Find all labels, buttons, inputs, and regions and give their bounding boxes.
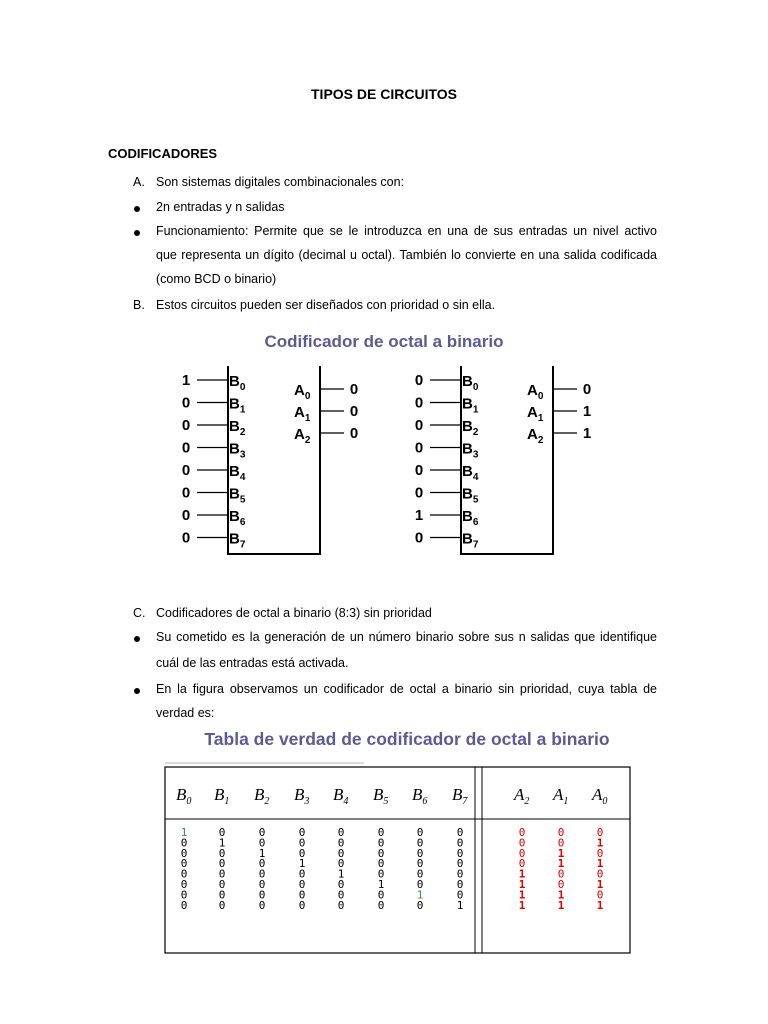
table-cell-output: 1	[557, 846, 565, 860]
encoder-input-value: 0	[414, 462, 424, 479]
figure-title-encoder: Codificador de octal a binario	[264, 332, 504, 351]
table-header-output: $A_1$	[553, 785, 569, 807]
table-cell-input: 1	[258, 846, 266, 860]
table-cell-input: 0	[218, 846, 226, 860]
encoder-input-value: 0	[414, 484, 424, 502]
encoder-input-label: $B_5$	[229, 485, 246, 506]
item-a-text: Son sistemas digitales combinacionales con:	[156, 175, 405, 189]
encoder-input-label: $B_4$	[229, 463, 246, 483]
table-cell-input: 0	[218, 878, 226, 891]
table-cell-input: 0	[218, 898, 226, 912]
truth-table	[164, 762, 634, 958]
bullet-icon	[134, 206, 140, 212]
table-cell-input: 0	[298, 826, 306, 839]
encoder-output-value: 1	[582, 403, 592, 420]
bullet-icon	[134, 636, 140, 642]
table-cell-output: 0	[596, 846, 604, 860]
encoder-input-value: 0	[414, 417, 424, 434]
table-cell-output: 0	[518, 836, 526, 850]
table-cell-input: 0	[180, 867, 188, 881]
bullet-text-entradas: 2n entradas y n salidas	[156, 200, 285, 214]
table-cell-input: 0	[377, 826, 385, 839]
table-cell-output: 0	[518, 846, 526, 860]
encoder-output-value: 1	[582, 425, 592, 442]
page-title: TIPOS DE CIRCUITOS	[311, 86, 457, 102]
table-cell-output: 0	[557, 826, 565, 839]
table-cell-output: 0	[518, 826, 526, 839]
encoder-input-value: 0	[181, 507, 191, 524]
bullet-text-cometido-2: cuál de las entradas está activada.	[156, 656, 349, 670]
table-cell-input: 0	[258, 826, 266, 839]
encoder-output-value: 0	[349, 381, 359, 398]
table-cell-input: 0	[298, 846, 306, 860]
bullet-text-funcionamiento-2: que representa un dígito (decimal u octal). También lo convierte en una salida codificada	[156, 248, 657, 262]
encoder-input-value: 0	[181, 394, 191, 412]
table-cell-input: 0	[337, 836, 345, 850]
item-b-text: Estos circuitos pueden ser diseñados con prioridad o sin ella.	[156, 298, 496, 312]
table-cell-input: 0	[298, 898, 306, 912]
table-cell-input: 0	[416, 867, 424, 881]
table-cell-input: 0	[416, 826, 424, 839]
table-cell-input: 0	[416, 846, 424, 860]
encoder-input-label: $B_0$	[462, 373, 479, 393]
table-cell-input: 0	[180, 846, 188, 860]
encoder-input-value: 1	[414, 507, 424, 524]
table-cell-input: 0	[258, 878, 266, 891]
list-marker-a: A.	[133, 175, 145, 189]
table-cell-input: 0	[218, 888, 226, 902]
table-cell-input: 0	[218, 857, 226, 871]
table-header-input: $B_4$	[333, 785, 349, 807]
table-cell-output: 1	[596, 878, 604, 891]
table-cell-output: 0	[557, 836, 565, 850]
table-cell-input: 0	[377, 867, 385, 881]
encoder-output-label: $A_0$	[294, 382, 311, 402]
table-cell-output: 0	[596, 826, 604, 839]
list-marker-c: C.	[133, 606, 146, 620]
encoder-output-label: $A_2$	[294, 426, 311, 446]
encoder-output-value: 0	[349, 403, 359, 420]
table-header-input: $B_5$	[373, 785, 389, 807]
table-cell-input: 1	[218, 836, 226, 850]
table-cell-output: 1	[596, 898, 604, 912]
table-cell-input: 0	[298, 867, 306, 881]
encoder-input-label: $B_2$	[229, 418, 246, 438]
table-cell-input: 0	[377, 857, 385, 871]
encoder-input-value: 0	[181, 439, 191, 457]
table-cell-input: 1	[180, 826, 188, 839]
table-cell-output: 1	[596, 857, 604, 871]
table-cell-output: 0	[596, 888, 604, 902]
encoder-output-value: 0	[582, 381, 592, 398]
table-cell-output: 0	[557, 878, 565, 891]
encoder-input-value: 0	[414, 529, 424, 547]
table-cell-output: 1	[518, 898, 526, 912]
table-header-input: $B_2$	[254, 785, 270, 807]
table-cell-input: 1	[377, 878, 385, 891]
encoder-input-value: 0	[414, 372, 424, 389]
bullet-icon	[134, 230, 140, 236]
encoder-input-value: 0	[181, 484, 191, 502]
table-cell-input: 1	[456, 898, 464, 912]
table-cell-input: 0	[377, 898, 385, 912]
encoder-input-label: $B_3$	[462, 440, 479, 461]
table-cell-output: 1	[596, 836, 604, 850]
encoder-output-label: $A_0$	[527, 382, 544, 402]
table-cell-input: 0	[337, 888, 345, 902]
section-title: CODIFICADORES	[108, 146, 218, 161]
table-cell-input: 0	[456, 857, 464, 871]
table-cell-input: 0	[258, 867, 266, 881]
table-cell-input: 0	[456, 826, 464, 839]
table-cell-input: 0	[416, 857, 424, 871]
table-cell-input: 0	[258, 836, 266, 850]
table-cell-input: 0	[258, 888, 266, 902]
table-header-input: $B_3$	[294, 785, 310, 807]
encoder-block-1	[182, 366, 358, 554]
encoder-block-2	[415, 366, 591, 554]
list-marker-b: B.	[133, 298, 145, 312]
table-cell-input: 0	[416, 878, 424, 891]
table-header-input: $B_0$	[176, 785, 192, 807]
table-cell-input: 0	[456, 878, 464, 891]
table-cell-input: 0	[377, 846, 385, 860]
encoder-input-label: $B_3$	[229, 440, 246, 461]
bullet-text-funcionamiento-1: Funcionamiento: Permite que se le introduzca en una de sus entradas un nivel activo	[156, 224, 657, 238]
encoder-input-label: $B_7$	[229, 530, 246, 551]
table-cell-input: 0	[180, 878, 188, 891]
encoder-input-value: 0	[181, 529, 191, 547]
table-cell-input: 1	[337, 867, 345, 881]
table-cell-input: 0	[180, 898, 188, 912]
table-cell-input: 0	[377, 836, 385, 850]
table-cell-input: 0	[180, 836, 188, 850]
item-c-text: Codificadores de octal a binario (8:3) sin prioridad	[156, 606, 432, 620]
table-cell-input: 0	[298, 836, 306, 850]
table-cell-input: 0	[456, 888, 464, 902]
bullet-text-cometido-1: Su cometido es la generación de un número binario sobre sus n salidas que identifique	[156, 630, 657, 644]
table-cell-output: 0	[557, 867, 565, 881]
table-cell-output: 1	[557, 857, 565, 871]
figure-title-truth-table: Tabla de verdad de codificador de octal a binario	[204, 729, 610, 749]
encoder-input-label: $B_4$	[462, 463, 479, 483]
table-cell-input: 0	[337, 826, 345, 839]
encoder-input-label: $B_5$	[462, 485, 479, 506]
table-cell-input: 0	[298, 878, 306, 891]
encoder-output-label: $A_2$	[527, 426, 544, 446]
table-cell-output: 0	[518, 857, 526, 871]
bullet-text-funcionamiento-3: (como BCD o binario)	[156, 272, 277, 286]
table-cell-input: 0	[337, 898, 345, 912]
table-cell-input: 0	[456, 846, 464, 860]
table-cell-input: 0	[258, 857, 266, 871]
table-cell-input: 0	[377, 888, 385, 902]
encoder-input-label: $B_7$	[462, 530, 479, 551]
table-cell-input: 0	[337, 846, 345, 860]
table-cell-input: 0	[258, 898, 266, 912]
table-cell-input: 0	[416, 898, 424, 912]
encoder-input-value: 1	[181, 372, 191, 389]
encoder-input-label: $B_1$	[229, 395, 246, 416]
table-cell-output: 1	[518, 878, 526, 891]
table-cell-output: 0	[596, 867, 604, 881]
encoder-diagrams	[0, 362, 768, 558]
table-header-input: $B_6$	[412, 785, 428, 807]
table-cell-input: 0	[180, 888, 188, 902]
bullet-text-figura-2: verdad es:	[156, 706, 215, 720]
encoder-input-value: 0	[181, 462, 191, 479]
table-header-input: $B_7$	[452, 785, 468, 807]
encoder-input-label: $B_0$	[229, 373, 246, 393]
encoder-input-label: $B_2$	[462, 418, 479, 438]
table-cell-input: 0	[337, 878, 345, 891]
bullet-text-figura-1: En la figura observamos un codificador de octal a binario sin prioridad, cuya tabla de	[156, 682, 657, 696]
table-cell-input: 0	[218, 826, 226, 839]
table-cell-input: 1	[416, 888, 424, 902]
table-cell-input: 0	[218, 867, 226, 881]
table-cell-input: 0	[337, 857, 345, 871]
table-cell-output: 1	[557, 898, 565, 912]
encoder-input-label: $B_1$	[462, 395, 479, 416]
table-cell-output: 1	[557, 888, 565, 902]
encoder-input-value: 0	[181, 417, 191, 434]
encoder-output-label: $A_1$	[294, 404, 311, 424]
bullet-icon	[134, 688, 140, 694]
encoder-output-label: $A_1$	[527, 404, 544, 424]
encoder-input-value: 0	[414, 439, 424, 457]
table-cell-input: 0	[180, 857, 188, 871]
encoder-output-value: 0	[349, 425, 359, 442]
table-header-output: $A_0$	[592, 785, 608, 807]
table-header-output: $A_2$	[514, 785, 530, 807]
table-cell-input: 0	[416, 836, 424, 850]
encoder-input-label: $B_6$	[462, 508, 479, 528]
table-cell-input: 0	[456, 867, 464, 881]
table-cell-output: 1	[518, 867, 526, 881]
table-cell-input: 0	[456, 836, 464, 850]
table-cell-input: 0	[298, 888, 306, 902]
table-cell-input: 1	[298, 857, 306, 871]
table-header-input: $B_1$	[214, 785, 230, 807]
table-cell-output: 1	[518, 888, 526, 902]
encoder-input-label: $B_6$	[229, 508, 246, 528]
encoder-input-value: 0	[414, 394, 424, 412]
